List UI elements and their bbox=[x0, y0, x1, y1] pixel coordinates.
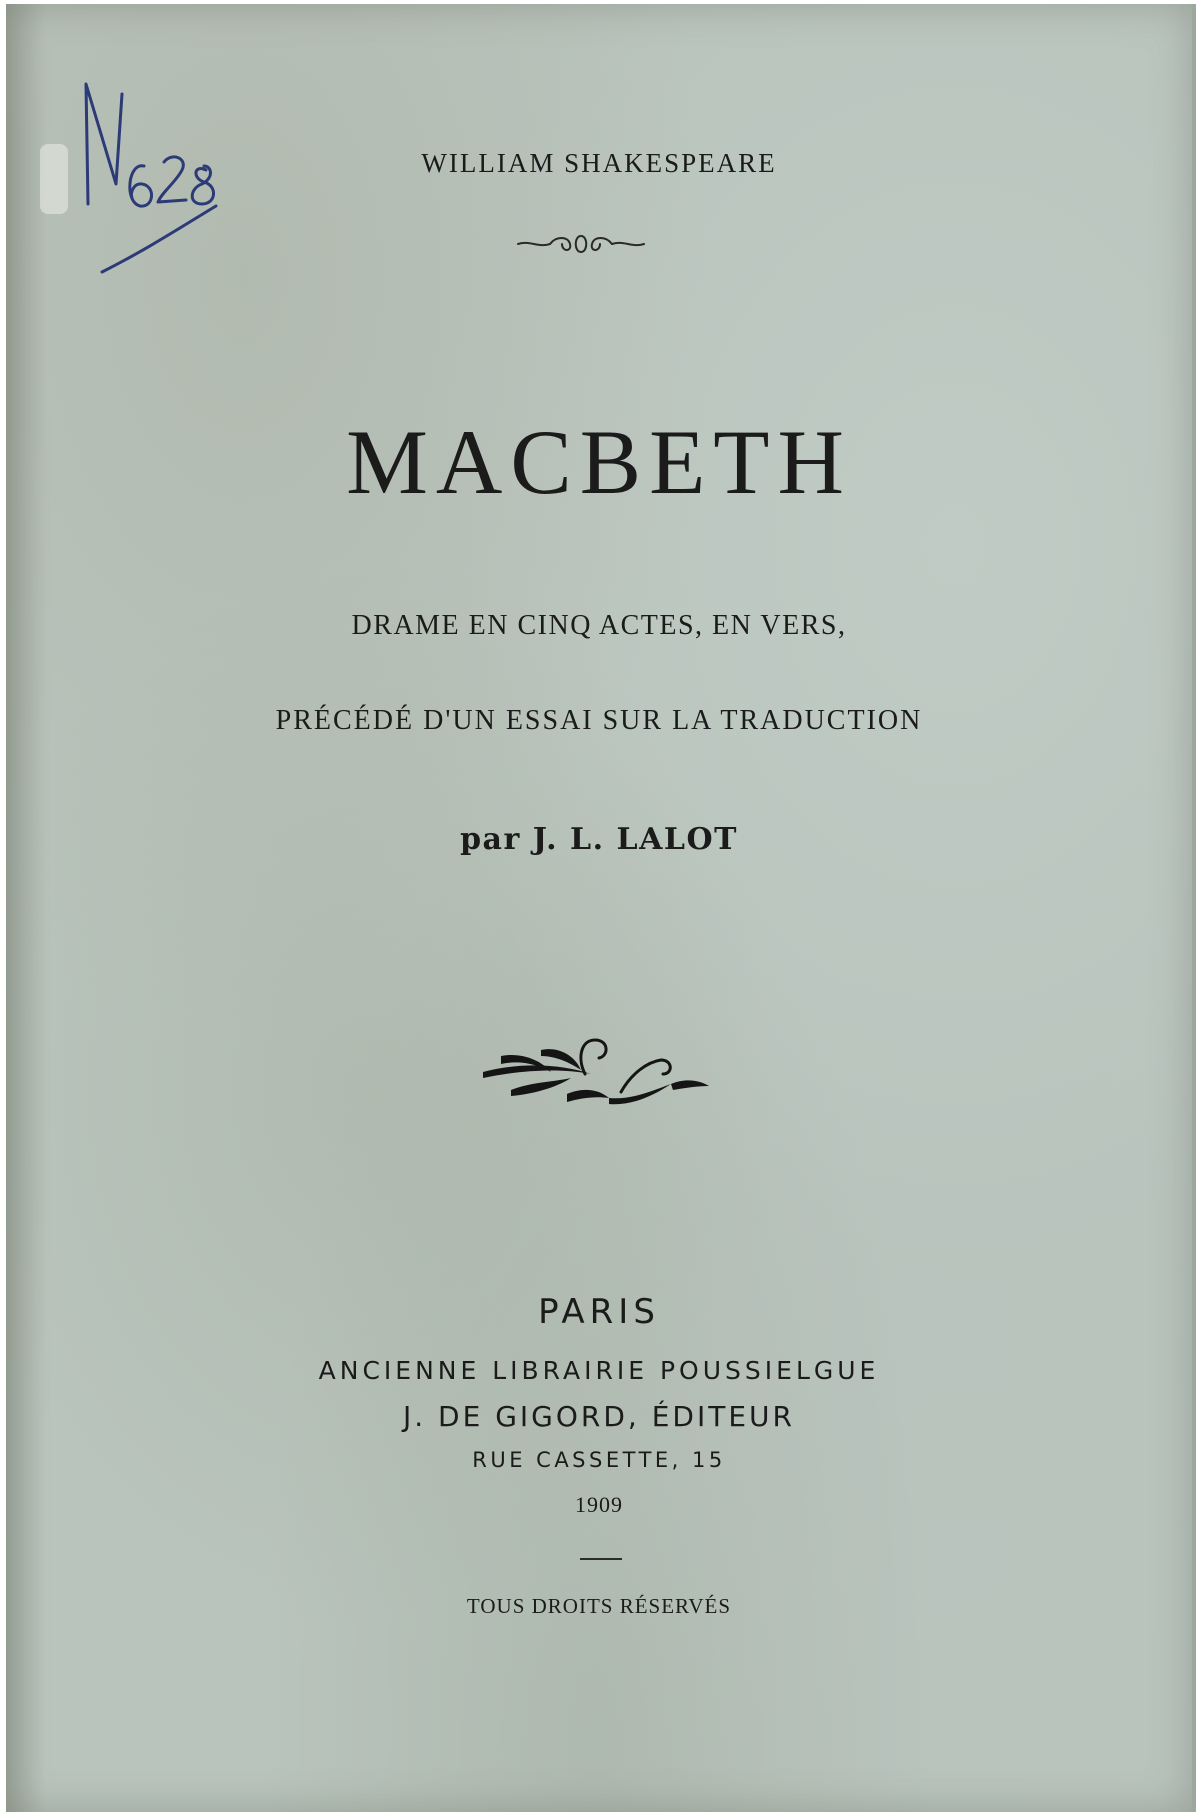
floral-ornament-icon bbox=[481, 1034, 711, 1114]
publication-year: 1909 bbox=[575, 1492, 623, 1517]
publisher-name: ANCIENNE LIBRAIRIE POUSSIELGUE bbox=[318, 1356, 880, 1385]
author-name: WILLIAM SHAKESPEARE bbox=[421, 148, 777, 178]
translator-byline: par J. L. LALOT bbox=[460, 822, 738, 857]
spine-shadow bbox=[6, 4, 46, 1812]
short-rule bbox=[580, 1558, 622, 1560]
ornament-divider-icon bbox=[516, 230, 646, 258]
subtitle-line-2: PRÉCÉDÉ D'UN ESSAI SUR LA TRADUCTION bbox=[275, 705, 923, 736]
book-title: MACBETH bbox=[346, 411, 852, 513]
subtitle-line-1: DRAME EN CINQ ACTES, EN VERS, bbox=[351, 610, 847, 641]
publisher-editor: J. DE GIGORD, ÉDITEUR bbox=[403, 1400, 795, 1433]
imprint-city: PARIS bbox=[538, 1292, 660, 1332]
handwritten-shelfmark bbox=[66, 74, 276, 304]
publisher-address: RUE CASSETTE, 15 bbox=[472, 1448, 726, 1472]
book-cover bbox=[6, 4, 1196, 1812]
rights-notice: TOUS DROITS RÉSERVÉS bbox=[466, 1594, 732, 1618]
